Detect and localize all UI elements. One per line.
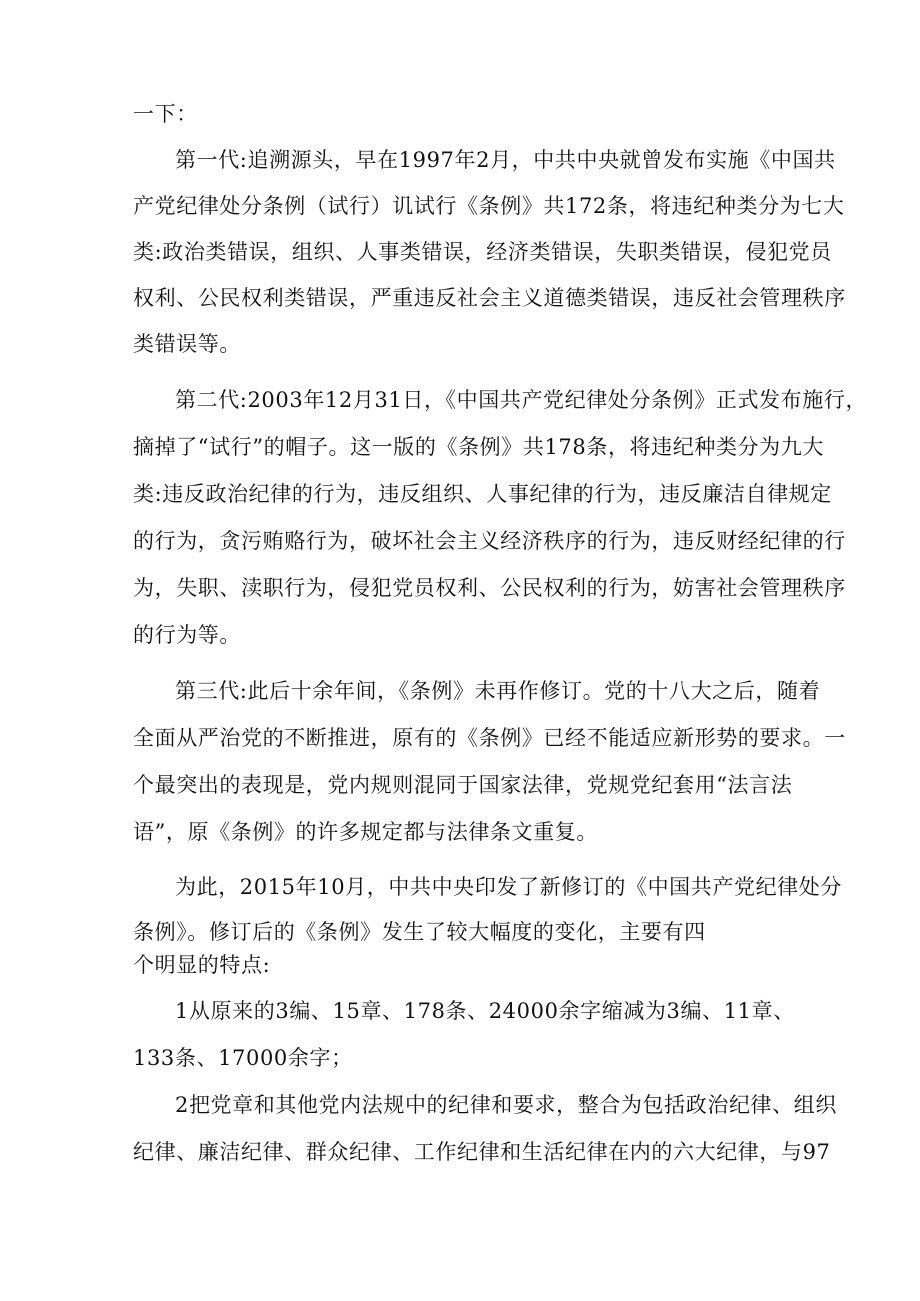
text-line: 条例》。修订后的《条例》发生了较大幅度的变化，主要有四	[133, 920, 706, 944]
text-line: 类:政治类错误，组织、人事类错误，经济类错误，失职类错误，侵犯党员	[133, 240, 832, 264]
text-line: 个最突出的表现是，党内规则混同于国家法律，党规党纪套用“法言法	[133, 773, 793, 797]
paragraph-second-generation: 第二代:2003年12月31日，《中国共产党纪律处分条例》正式发布施行，	[175, 388, 868, 412]
text-line: 类:违反政治纪律的行为，违反组织、人事纪律的行为，违反廉洁自律规定	[133, 482, 832, 506]
text-line: 全面从严治党的不断推进，原有的《条例》已经不能适应新形势的要求。一	[133, 726, 846, 750]
text-line: 产党纪律处分条例（试行）讥试行《条例》共172条，将违纪种类分为七大	[133, 194, 845, 218]
text-line: 的行为等。	[133, 623, 241, 647]
text-line: 权利、公民权利类错误，严重违反社会主义道德类错误，违反社会管理秩序	[133, 286, 846, 310]
text-line: 纪律、廉洁纪律、群众纪律、工作纪律和生活纪律在内的六大纪律，与97	[133, 1140, 831, 1164]
text-line: 摘掉了“试行”的帽子。这一版的《条例》共178条，将违纪种类分为九大	[133, 435, 824, 459]
list-item-1: 1从原来的3编、15章、178条、24000余字缩减为3编、11章、	[175, 999, 795, 1023]
text-line: 个明显的特点:	[133, 953, 271, 977]
text-line: 一下：	[133, 102, 198, 126]
paragraph-third-generation: 第三代:此后十余年间，《条例》未再作修订。党的十八大之后，随着	[175, 679, 821, 703]
text-line: 为，失职、渎职行为，侵犯党员权利、公民权利的行为，妨害社会管理秩序	[133, 576, 846, 600]
text-line: 的行为，贪污贿赂行为，破坏社会主义经济秩序的行为，违反财经纪律的行	[133, 529, 846, 553]
text-line: 语”，原《条例》的许多规定都与法律条文重复。	[133, 820, 598, 844]
list-item-2: 2把党章和其他党内法规中的纪律和要求，整合为包括政治纪律、组织	[175, 1093, 837, 1117]
text-line: 133条、17000余字；	[133, 1046, 353, 1070]
text-line: 类错误等。	[133, 332, 241, 356]
paragraph-first-generation: 第一代:追溯源头，早在1997年2月，中共中央就曾发布实施《中国共	[175, 148, 836, 172]
paragraph-2015-revision: 为此，2015年10月，中共中央印发了新修订的《中国共产党纪律处分	[175, 875, 842, 899]
